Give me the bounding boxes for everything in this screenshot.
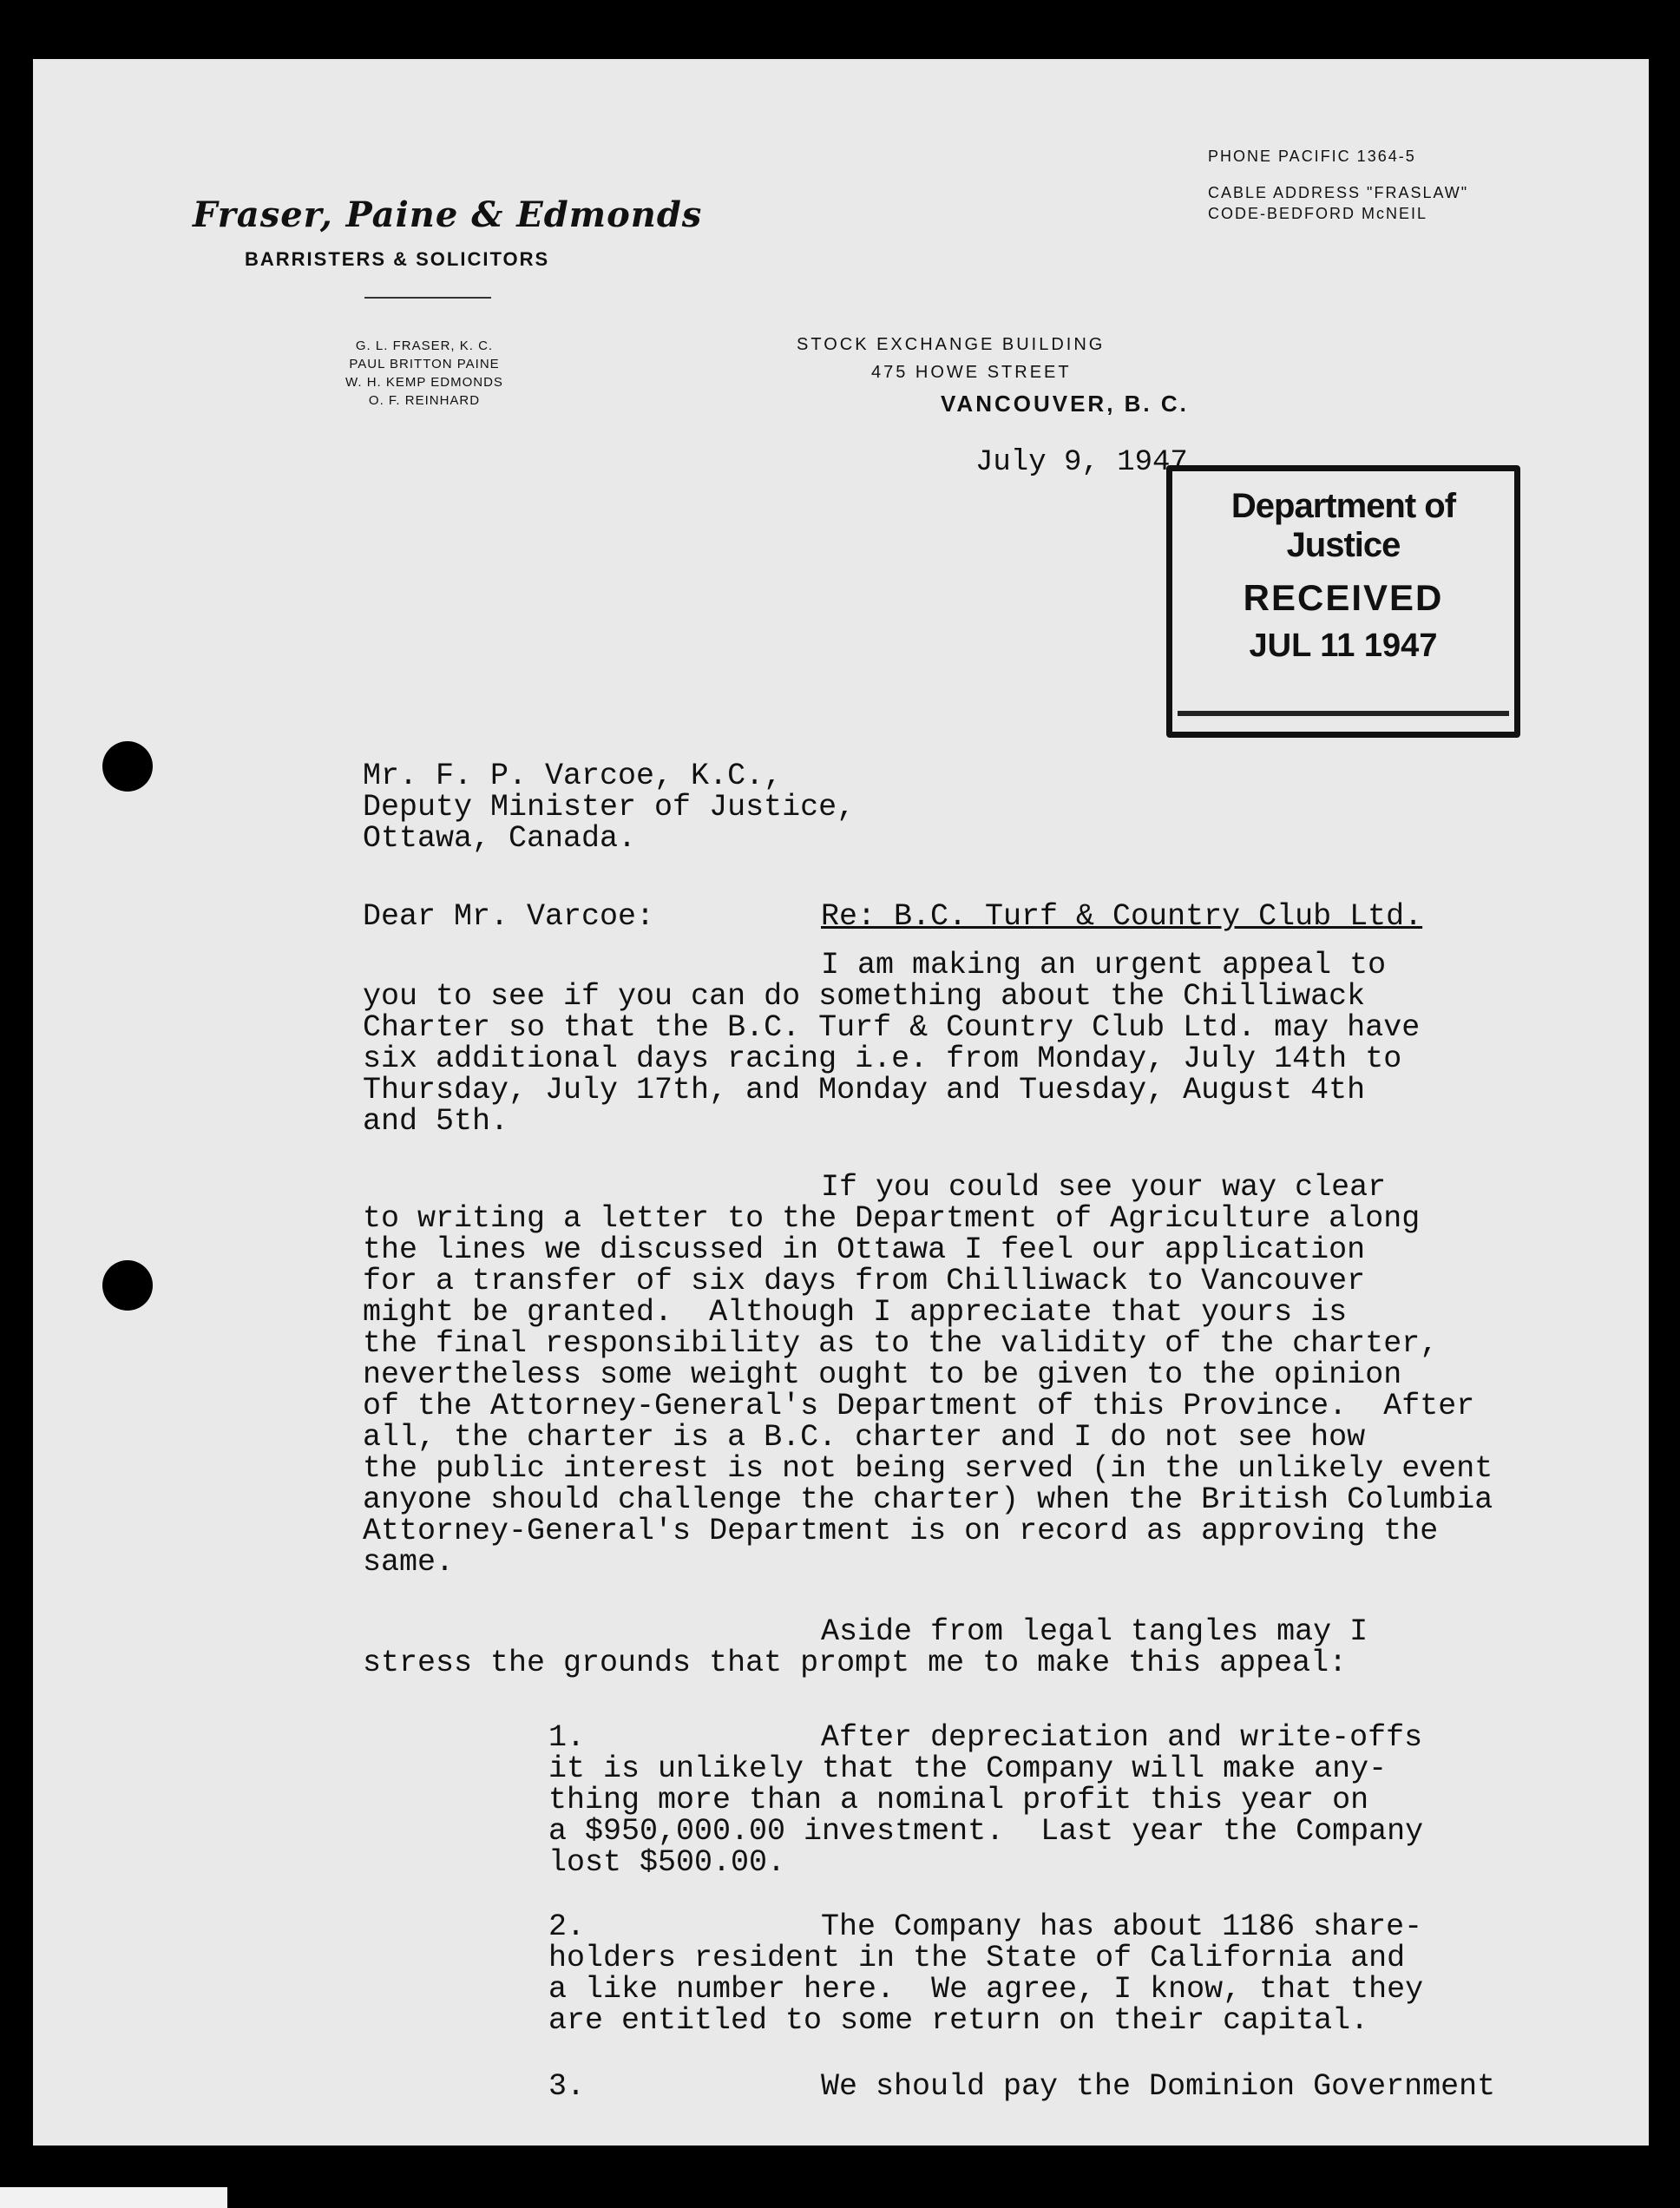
letterhead-divider (364, 297, 491, 299)
paragraph-line: Charter so that the B.C. Turf & Country Club Ltd. may have (363, 1010, 1421, 1045)
paragraph-line: stress the grounds that prompt me to make this appeal: (363, 1646, 1348, 1680)
paragraph-line: six additional days racing i.e. from Monday, July 14th to (363, 1042, 1402, 1076)
paragraph-line: Thursday, July 17th, and Monday and Tuesday, August 4th (363, 1073, 1366, 1107)
stamp-received: RECEIVED (1243, 577, 1444, 618)
partner-name: G. L. FRASER, K. C. (355, 338, 494, 353)
punch-hole-bottom (102, 1260, 153, 1311)
paragraph-line: anyone should challenge the charter) when the British Columbia (363, 1482, 1493, 1517)
paragraph-line: of the Attorney-General's Department of this Province. After (363, 1389, 1475, 1423)
paragraph-line: all, the charter is a B.C. charter and I do not see how (363, 1420, 1366, 1455)
paragraph-line: the public interest is not being served (in the unlikely event (363, 1451, 1493, 1486)
paragraph-line: you to see if you can do something about the Chilliwack (363, 979, 1366, 1014)
partner-name: W. H. KEMP EDMONDS (345, 375, 503, 390)
address-building: STOCK EXCHANGE BUILDING (797, 335, 1106, 354)
salutation: Dear Mr. Varcoe: (363, 899, 655, 934)
point-number: 3. (548, 2069, 586, 2104)
letter-page (33, 59, 1649, 2146)
paragraph-line: nevertheless some weight ought to be given to the opinion (363, 1357, 1402, 1392)
point-line: are entitled to some return on their capital. (548, 2003, 1369, 2038)
point-line: a $950,000.00 investment. Last year the Company (548, 1814, 1424, 1849)
paragraph-line: might be granted. Although I appreciate that yours is (363, 1295, 1348, 1330)
paragraph-line: the final responsibility as to the validity of the charter, (363, 1326, 1439, 1361)
point-line: lost $500.00. (548, 1845, 786, 1880)
received-stamp (1166, 465, 1520, 738)
scanner-edge-strip (0, 2187, 227, 2208)
address-city: VANCOUVER, B. C. (941, 391, 1189, 417)
recipient-line: Ottawa, Canada. (363, 821, 637, 856)
paragraph-line: and 5th. (363, 1104, 509, 1139)
firm-subtitle: BARRISTERS & SOLICITORS (245, 248, 550, 270)
point-number: 1. (548, 1720, 586, 1755)
partner-name: O. F. REINHARD (368, 393, 481, 408)
letter-date: July 9, 1947. (975, 446, 1206, 479)
phone-number: PHONE PACIFIC 1364-5 (1208, 148, 1416, 165)
point-line: The Company has about 1186 share- (821, 1909, 1423, 1944)
partners-list (326, 337, 522, 410)
paragraph-line: same. (363, 1545, 455, 1580)
point-line: thing more than a nominal profit this year on (548, 1783, 1369, 1817)
point-line: We should pay the Dominion Government (821, 2069, 1496, 2104)
cable-address: CABLE ADDRESS "FRASLAW" (1208, 184, 1469, 201)
contact-block (1208, 146, 1468, 224)
point-line: holders resident in the State of California and (548, 1941, 1406, 1975)
paragraph-line: If you could see your way clear (821, 1170, 1387, 1205)
point-line: After depreciation and write-offs (821, 1720, 1423, 1755)
paragraph-line: Attorney-General's Department is on record as approving the (363, 1514, 1439, 1548)
address-street: 475 HOWE STREET (871, 363, 1072, 382)
stamp-bottom-bar (1178, 711, 1509, 716)
paragraph-line: I am making an urgent appeal to (821, 948, 1387, 982)
paragraph-line: for a transfer of six days from Chilliwack to Vancouver (363, 1264, 1366, 1298)
paragraph-line: to writing a letter to the Department of Agriculture along (363, 1201, 1421, 1236)
firm-name: Fraser, Paine & Edmonds (193, 194, 703, 235)
partner-name: PAUL BRITTON PAINE (349, 357, 500, 371)
stamp-date: JUL 11 1947 (1249, 628, 1438, 664)
punch-hole-top (102, 741, 153, 792)
telegraph-code: CODE-BEDFORD McNEIL (1208, 205, 1428, 222)
point-line: a like number here. We agree, I know, that they (548, 1972, 1424, 2007)
stamp-department: Department of Justice (1230, 487, 1456, 564)
point-number: 2. (548, 1909, 586, 1944)
subject-line: Re: B.C. Turf & Country Club Ltd. (821, 899, 1423, 934)
recipient-line: Deputy Minister of Justice, (363, 790, 856, 825)
recipient-line: Mr. F. P. Varcoe, K.C., (363, 759, 783, 793)
paragraph-line: Aside from legal tangles may I (821, 1614, 1368, 1649)
paragraph-line: the lines we discussed in Ottawa I feel our application (363, 1232, 1366, 1267)
point-line: it is unlikely that the Company will make any- (548, 1751, 1388, 1786)
